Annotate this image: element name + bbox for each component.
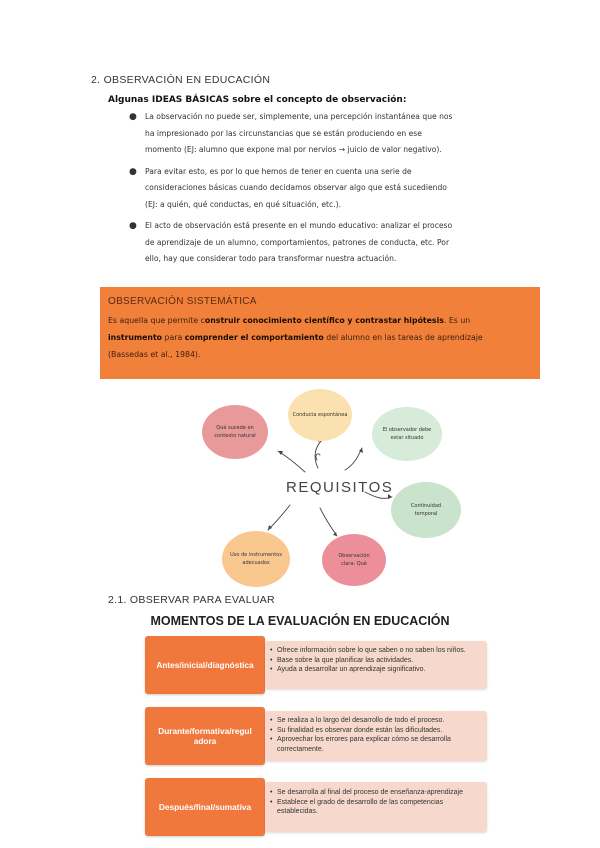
node-contexto-natural	[202, 405, 268, 459]
list-item	[129, 218, 565, 268]
bullet-line: La observación no puede ser, simplemente, una percepción instantánea que nos	[145, 112, 453, 121]
moment-desc-durante	[265, 711, 487, 761]
bullet-line: ha impresionado por las circunstancias que se están produciendo en ese	[145, 128, 422, 138]
moment-label-text	[158, 726, 252, 746]
systematic-observation-banner	[100, 287, 540, 379]
bullet-line: (EJ: a quién, qué conductas, en qué situación, etc.).	[145, 199, 341, 209]
section-subheading: Algunas IDEAS BÁSICAS sobre el concepto de observación:	[108, 95, 407, 105]
bullet-line: ello, hay que considerar todo para transformar nuestra actuación.	[145, 254, 397, 263]
list-item: • Ayuda a desarrollar un aprendizaje significativo.	[277, 665, 481, 675]
bullet-icon: ●	[129, 221, 137, 231]
banner-text-span: . Es un	[443, 316, 471, 325]
ideas-list	[129, 109, 565, 268]
arrow-to-contexto	[278, 451, 305, 472]
banner-bold-span: instrumento	[108, 333, 163, 342]
moment-desc-antes	[265, 641, 487, 689]
node-label: Observación clara: Qué	[338, 553, 370, 567]
node-label: Conducta espontánea	[292, 412, 348, 418]
list-item	[129, 164, 565, 214]
moment-label-text: Después/final/sumativa	[158, 802, 252, 812]
banner-text-span: del alumno en las tareas de aprendizaje	[323, 333, 483, 342]
moment-label-line: Durante/formativa/regul	[158, 726, 252, 736]
node-label: Continuidad temporal	[410, 503, 442, 517]
moments-title	[0, 614, 600, 628]
list-item	[129, 109, 565, 159]
moment-label-line: adora	[193, 736, 217, 746]
node-observacion-clara	[322, 534, 386, 586]
banner-text-span: Es aquella que permite c	[108, 316, 205, 325]
bullet-line: momento (EJ: alumno que expone mal por nervios → juicio de valor negativo).	[145, 145, 442, 154]
moment-label-durante	[145, 707, 265, 765]
bullet-line: El acto de observación está presente en el mundo educativo: analizar el proceso	[145, 221, 453, 230]
moment-desc-despues	[265, 782, 487, 832]
moments-title-text: MOMENTOS DE LA EVALUACIÓN EN EDUCACIÓN	[150, 614, 450, 628]
banner-text-span: para	[162, 333, 185, 342]
subsection-heading: 2.1. OBSERVAR PARA EVALUAR	[108, 594, 275, 606]
list-item: • Base sobre la que planificar las actividades.	[277, 656, 481, 666]
bullet-line: de aprendizaje de un alumno, comportamientos, patrones de conducta, etc. Por	[145, 237, 450, 247]
section-heading: 2. OBSERVACIÓN EN EDUCACIÓN	[91, 74, 271, 86]
arrow-to-observador	[345, 448, 362, 470]
bullet-icon: ●	[129, 166, 137, 177]
moment-label-antes	[145, 636, 265, 694]
moment-label-despues	[145, 778, 265, 836]
bullet-line: consideraciones básicas cuando decidamos observar algo que está sucediendo	[145, 183, 447, 192]
list-item: • Se realiza a lo largo del desarrollo de todo el proceso.	[277, 716, 481, 726]
list-item: • Su finalidad es observar donde están las dificultades.	[277, 726, 481, 736]
node-label: Uso de instrumentos adecuados	[230, 552, 282, 566]
moment-label-text: Antes/inicial/diagnóstica	[156, 660, 254, 670]
requirements-center-label: REQUISITOS	[286, 479, 394, 496]
node-uso-instrumentos	[222, 531, 290, 587]
node-continuidad-temporal	[391, 482, 461, 538]
node-observador-situado	[372, 407, 442, 461]
node-conducta-espontanea	[288, 389, 352, 441]
node-label: El observador debe estar situado	[382, 427, 432, 441]
list-item: • Se desarrolla al final del proceso de enseñanza-aprendizaje	[277, 788, 481, 798]
banner-title: OBSERVACIÓN SISTEMÁTICA	[108, 296, 257, 307]
bullet-line: Para evitar esto, es por lo que hemos de tener en cuenta una serie de	[145, 166, 412, 176]
banner-citation: (Bassedas et al., 1984).	[108, 350, 201, 359]
bullet-icon: ●	[129, 112, 137, 122]
banner-bold-span: comprender el comportamiento	[184, 333, 324, 342]
list-item: • Ofrece información sobre lo que saben o no saben los niños.	[277, 646, 481, 656]
banner-bold-span: onstruir conocimiento científico y contrastar hipótesis	[204, 316, 444, 325]
arrow-to-observacion	[320, 508, 337, 536]
arrow-to-instrumentos	[268, 505, 290, 530]
list-item: • Aprovechar los errores para explicar cómo se desarrolla correctamente.	[277, 735, 481, 754]
banner-text	[108, 312, 538, 363]
list-item: • Establece el grado de desarrollo de las competencias establecidas.	[277, 798, 481, 817]
node-label: Qué sucede en contexto natural	[214, 425, 256, 439]
curl-mark	[316, 454, 320, 460]
